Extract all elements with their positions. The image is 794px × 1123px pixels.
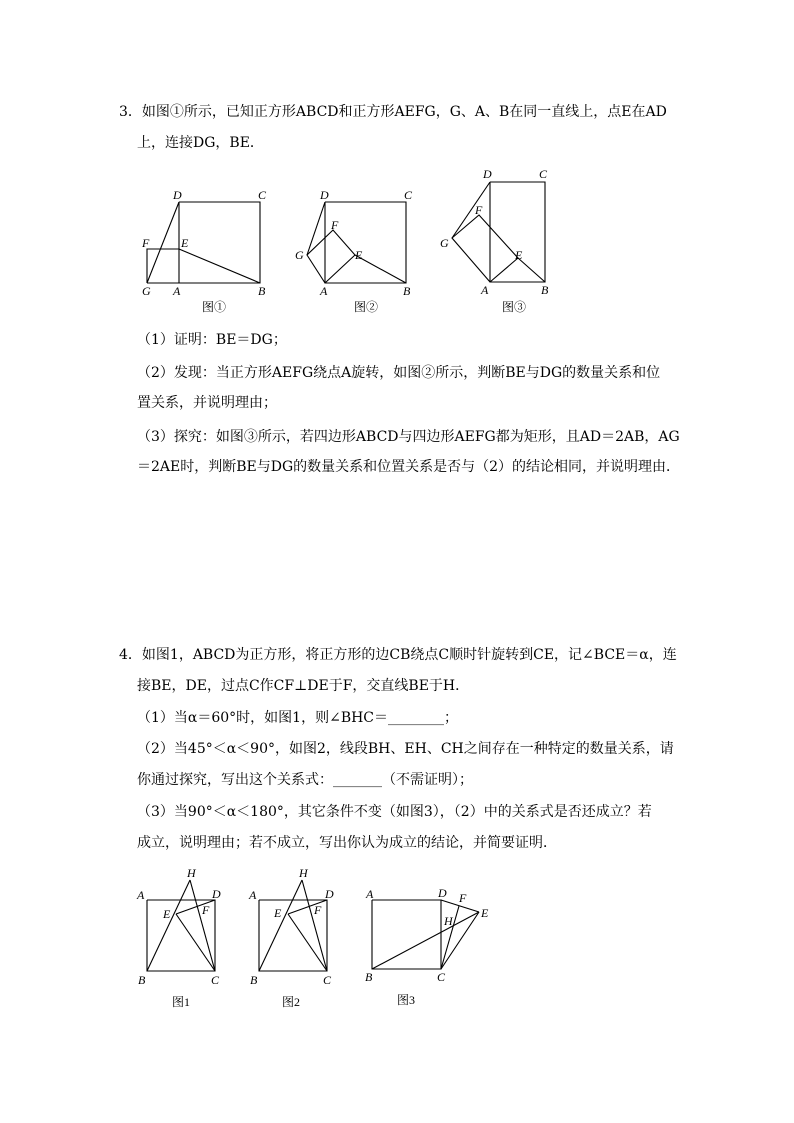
label-C: C bbox=[404, 188, 413, 202]
label-G: G bbox=[440, 236, 449, 250]
label-F: F bbox=[202, 903, 210, 917]
label-F: F bbox=[331, 218, 339, 232]
q4-figure-1 bbox=[132, 862, 232, 1012]
label-G: G bbox=[295, 248, 304, 262]
rectangle-ABCD bbox=[490, 182, 545, 282]
label-H: H bbox=[299, 866, 308, 880]
q4-figure-2 bbox=[244, 860, 344, 1010]
label-C: C bbox=[323, 973, 332, 987]
square-AEFG bbox=[147, 249, 179, 283]
label-F: F bbox=[475, 203, 483, 217]
q4-part2-line1: （2）当45°＜α＜90°，如图2，线段BH、EH、CH之间存在一种特定的数量关系，请 bbox=[137, 741, 674, 757]
label-E: E bbox=[355, 248, 363, 262]
q4-part3-line1: （3）当90°＜α＜180°，其它条件不变（如图3），（2）中的关系式是否还成立？若 bbox=[137, 804, 652, 820]
label-F: F bbox=[314, 903, 322, 917]
label-F: F bbox=[142, 236, 150, 250]
label-C: C bbox=[258, 188, 267, 202]
segment-CE bbox=[288, 914, 327, 971]
q4-part1: （1）当α＝60°时，如图1，则∠BHC＝________； bbox=[137, 710, 459, 726]
label-A: A bbox=[320, 284, 328, 298]
q3-figure-3 bbox=[435, 165, 565, 315]
caption-fig-q4-2: 图2 bbox=[282, 995, 301, 1009]
q4-figure-3 bbox=[360, 880, 500, 1010]
segment-DG bbox=[452, 182, 490, 238]
q4-part2-line2: 你通过探究，写出这个关系式：_______（不需证明）； bbox=[137, 772, 473, 788]
caption-fig-q4-3: 图3 bbox=[397, 993, 416, 1007]
label-D: D bbox=[483, 167, 492, 181]
square-ABCD bbox=[372, 900, 441, 969]
segment-BE bbox=[179, 249, 260, 283]
q3-part3-line1: （3）探究：如图③所示，若四边形ABCD与四边形AEFG都为矩形，且AD＝2AB，AG bbox=[137, 429, 680, 445]
label-B: B bbox=[365, 970, 373, 984]
label-A: A bbox=[481, 283, 489, 297]
label-G: G bbox=[142, 284, 151, 298]
q4-stem-line1: 4．如图1，ABCD为正方形，将正方形的边CB绕点C顺时针旋转到CE，记∠BCE＝α，连 bbox=[119, 647, 677, 663]
segment-BE bbox=[355, 255, 406, 283]
q3-stem-line1: 3．如图①所示，已知正方形ABCD和正方形AEFG，G、A、B在同一直线上，点E在AD bbox=[119, 104, 667, 120]
label-C: C bbox=[437, 970, 446, 984]
label-D: D bbox=[173, 188, 182, 202]
segment-CH bbox=[302, 880, 327, 971]
segment-DG bbox=[147, 202, 179, 283]
q3-part2-line2: 置关系，并说明理由； bbox=[137, 395, 277, 411]
label-E: E bbox=[274, 906, 282, 920]
label-E: E bbox=[515, 248, 523, 262]
label-A: A bbox=[366, 887, 374, 901]
label-A: A bbox=[173, 284, 181, 298]
label-H: H bbox=[444, 914, 453, 928]
q3-part1: （1）证明：BE＝DG； bbox=[137, 332, 287, 348]
caption-fig-q3-2: 图② bbox=[354, 300, 379, 314]
segment-CE bbox=[176, 914, 215, 971]
label-A: A bbox=[249, 888, 257, 902]
caption-fig-q3-3: 图③ bbox=[502, 300, 527, 314]
q3-part2-line1: （2）发现：当正方形AEFG绕点A旋转，如图②所示，判断BE与DG的数量关系和位 bbox=[137, 365, 661, 381]
caption-fig-q3-1: 图① bbox=[202, 300, 227, 314]
square-AEFG bbox=[307, 230, 355, 283]
q3-figure-2 bbox=[290, 185, 420, 315]
label-B: B bbox=[403, 284, 411, 298]
label-C: C bbox=[539, 167, 548, 181]
label-D: D bbox=[320, 188, 329, 202]
label-E: E bbox=[181, 236, 189, 250]
q3-part3-line2: ＝2AE时，判断BE与DG的数量关系和位置关系是否与（2）的结论相同，并说明理由． bbox=[137, 459, 681, 475]
label-F: F bbox=[459, 891, 467, 905]
label-D: D bbox=[438, 886, 447, 900]
label-B: B bbox=[541, 283, 549, 297]
q4-part3-line2: 成立，说明理由；若不成立，写出你认为成立的结论，并简要证明． bbox=[137, 835, 557, 851]
label-E: E bbox=[481, 906, 489, 920]
q3-stem-line2: 上，连接DG，BE． bbox=[137, 135, 264, 151]
label-C: C bbox=[211, 973, 220, 987]
rectangle-AEFG bbox=[452, 215, 518, 282]
label-B: B bbox=[250, 973, 258, 987]
caption-fig-q4-1: 图1 bbox=[172, 995, 191, 1009]
square-ABCD bbox=[179, 202, 260, 283]
segment-BE bbox=[372, 912, 479, 969]
q3-figure-1 bbox=[140, 185, 270, 315]
q4-stem-line2: 接BE，DE，过点C作CF⊥DE于F，交直线BE于H． bbox=[137, 678, 470, 694]
square-ABCD bbox=[325, 202, 406, 283]
label-B: B bbox=[138, 973, 146, 987]
label-B: B bbox=[258, 284, 266, 298]
label-H: H bbox=[187, 866, 196, 880]
label-D: D bbox=[212, 887, 221, 901]
label-D: D bbox=[325, 887, 334, 901]
label-E: E bbox=[163, 907, 171, 921]
label-A: A bbox=[137, 888, 145, 902]
